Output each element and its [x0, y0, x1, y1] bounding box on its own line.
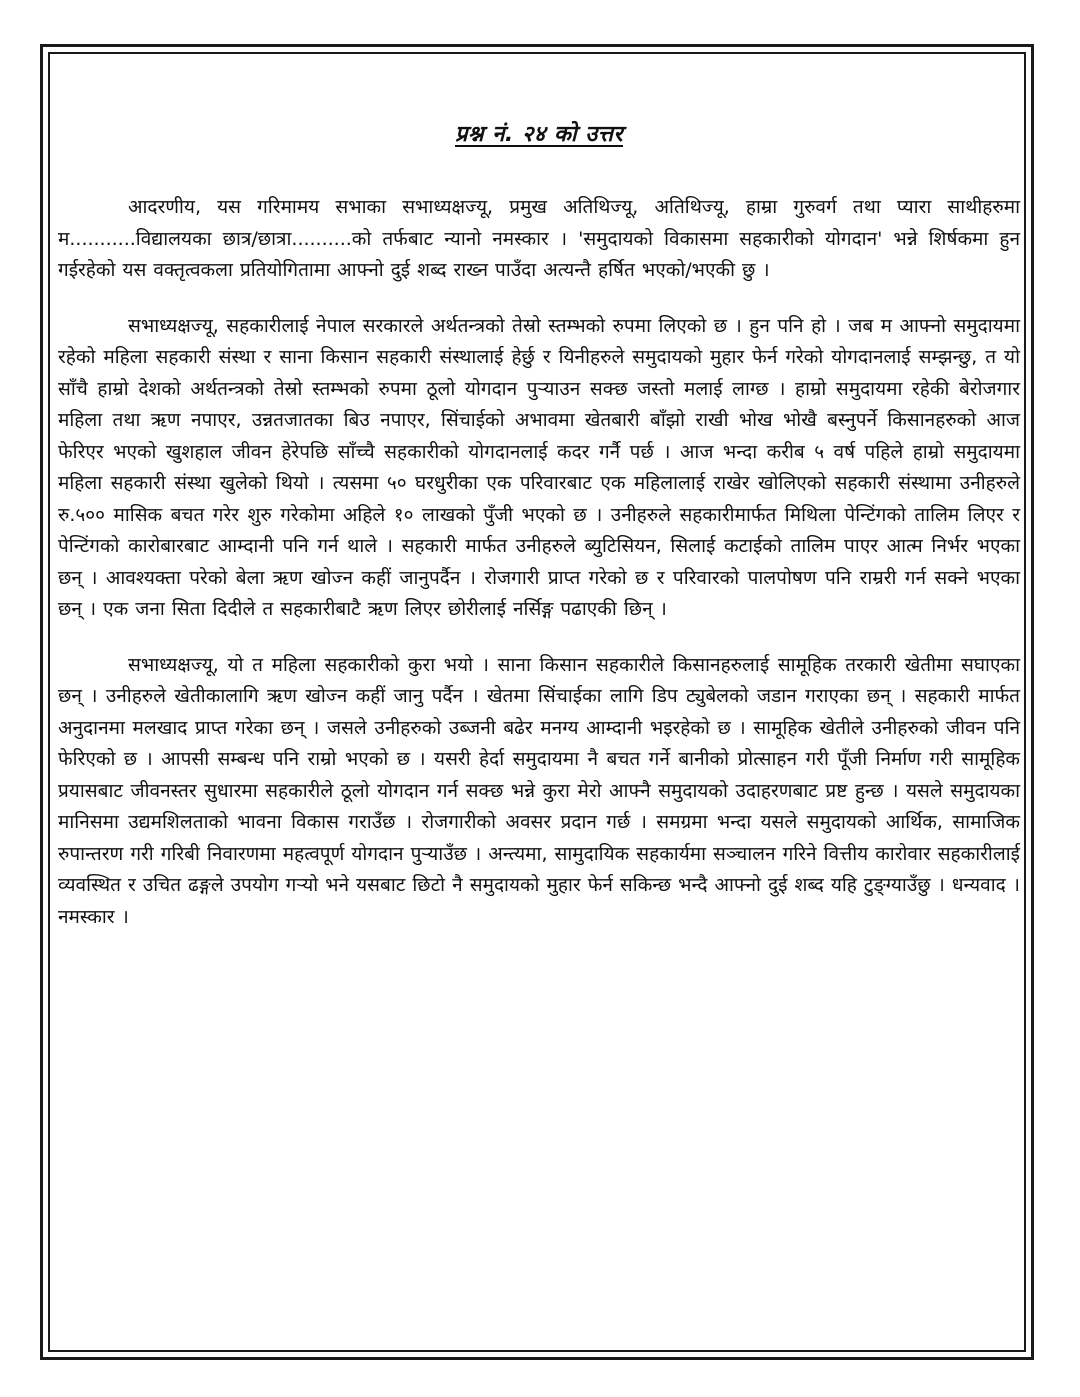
answer-content [58, 118, 1020, 957]
paragraph-greeting: आदरणीय, यस गरिमामय सभाका सभाध्यक्षज्यू, प्रमुख अतिथिज्यू, अतिथिज्यू, हाम्रा गुरुवर्ग तथा प्यारा साथीहरुमा म...........विद्यालयका छात्र/छात्रा..........को तर्फबाट न्यानो नमस्कार । 'समुदायको विकासमा सहकारीको योगदान' भन्ने शिर्षकमा हुन गईरहेको यस वक्तृत्वकला प्रतियोगितामा आफ्नो दुई शब्द राख्न पाउँदा अत्यन्तै हर्षित भएको/भएकी छु । [58, 196, 1020, 281]
paragraph-farmers-cooperative: सभाध्यक्षज्यू, यो त महिला सहकारीको कुरा भयो । साना किसान सहकारीले किसानहरुलाई सामूहिक तरकारी खेतीमा सघाएका छन् । उनीहरुले खेतीकालागि ऋण खोज्न कहीं जानु पर्दैन । खेतमा सिंचाईका लागि डिप ट्युबेलको जडान गराएका छन् । सहकारी मार्फत अनुदानमा मलखाद प्राप्त गरेका छन् । जसले उनीहरुको उब्जनी बढेर मनग्य आम्दानी भइरहेको छ । सामूहिक खेतीले उनीहरुको जीवन पनि फेरिएको छ । आपसी सम्बन्ध पनि राम्रो भएको छ । यसरी हेर्दा समुदायमा नै बचत गर्ने बानीको प्रोत्साहन गरी पूँजी निर्माण गरी सामूहिक प्रयासबाट जीवनस्तर सुधारमा सहकारीले ठूलो योगदान गर्न सक्छ भन्ने कुरा मेरो आफ्नै समुदायको उदाहरणबाट प्रष्ट हुन्छ । यसले समुदायका मानिसमा उद्यमशिलताको भावना विकास गराउँछ । रोजगारीको अवसर प्रदान गर्छ । समग्रमा भन्दा यसले समुदायको आर्थिक, सामाजिक रुपान्तरण गरी गरिबी निवारणमा महत्वपूर्ण योगदान पुऱ्याउँछ । अन्त्यमा, सामुदायिक सहकार्यमा सञ्चालन गरिने वित्तीय कारोवार सहकारीलाई व्यवस्थित र उचित ढङ्गले उपयोग गऱ्यो भने यसबाट छिटो नै समुदायको मुहार फेर्न सकिन्छ भन्दै आफ्नो दुई शब्द यहि टुङ्ग्याउँछु । धन्यवाद । नमस्कार । [58, 653, 1020, 928]
paragraph-women-cooperative: सभाध्यक्षज्यू, सहकारीलाई नेपाल सरकारले अर्थतन्त्रको तेस्रो स्तम्भको रुपमा लिएको छ । हुन पनि हो । जब म आफ्नो समुदायमा रहेको महिला सहकारी संस्था र साना किसान सहकारी संस्थालाई हेर्छु र यिनीहरुले समुदायको मुहार फेर्न गरेको योगदानलाई सम्झन्छु, त यो साँचै हाम्रो देशको अर्थतन्त्रको तेस्रो स्तम्भको रुपमा ठूलो योगदान पुऱ्याउन सक्छ जस्तो मलाई लाग्छ । हाम्रो समुदायमा रहेकी बेरोजगार महिला तथा ऋण नपाएर, उन्नतजातका बिउ नपाएर, सिंचाईको अभावमा खेतबारी बाँझो राखी भोख भोखै बस्नुपर्ने किसानहरुको आज फेरिएर भएको खुशहाल जीवन हेरेपछि साँच्चै सहकारीको योगदानलाई कदर गर्नै पर्छ । आज भन्दा करीब ५ वर्ष पहिले हाम्रो समुदायमा महिला सहकारी संस्था खुलेको थियो । त्यसमा ५० घरधुरीका एक परिवारबाट एक महिलालाई राखेर खोलिएको सहकारी संस्थामा उनीहरुले रु.५०० मासिक बचत गरेर शुरु गरेकोमा अहिले १० लाखको पुँजी भएको छ । उनीहरुले सहकारीमार्फत मिथिला पेन्टिंगको तालिम लिएर र पेन्टिंगको कारोबारबाट आम्दानी पनि गर्न थाले । सहकारी मार्फत उनीहरुले ब्युटिसियन, सिलाई कटाईको तालिम पाएर आत्म निर्भर भएका छन् । आवश्यक्ता परेको बेला ऋण खोज्न कहीं जानुपर्दैन । रोजगारी प्राप्त गरेको छ र परिवारको पालपोषण पनि राम्ररी गर्न सक्ने भएका छन् । एक जना सिता दिदीले त सहकारीबाटै ऋण लिएर छोरीलाई नर्सिङ्ग पढाएकी छिन् । [58, 314, 1020, 620]
page-title: प्रश्न नं. २४ को उत्तर [454, 122, 623, 147]
